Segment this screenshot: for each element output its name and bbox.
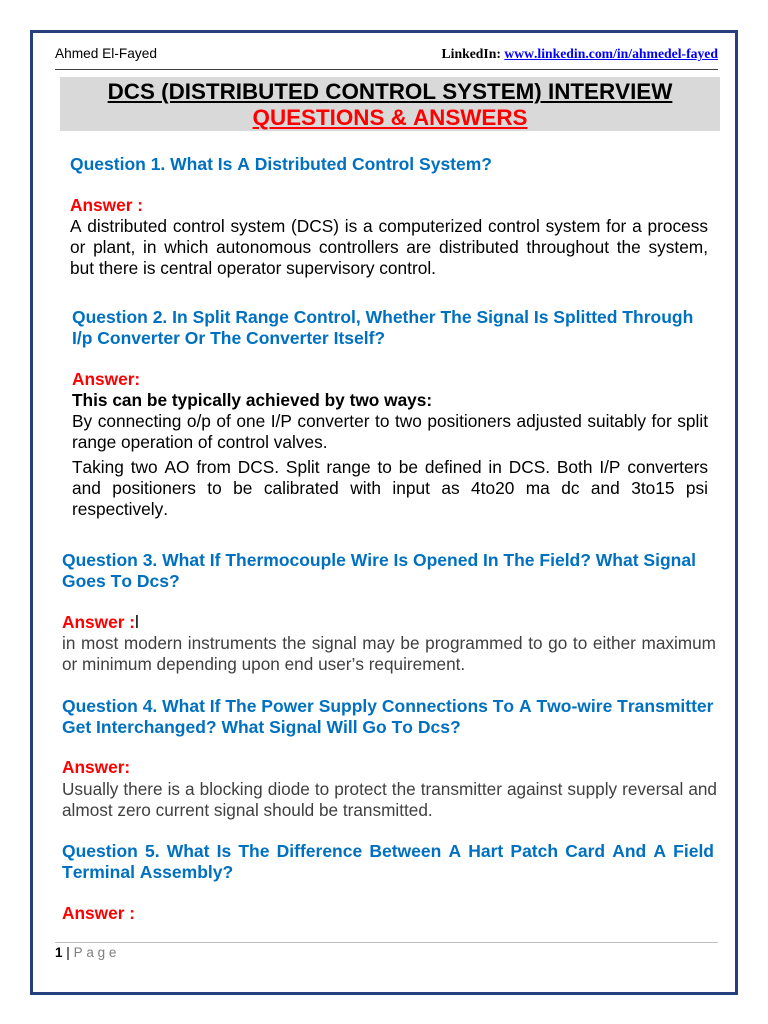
question-1	[70, 154, 708, 175]
question-line: Question 5. What Is The Difference Between A Hart Patch Card And A Field	[62, 841, 714, 861]
answer-2	[72, 369, 708, 520]
answer-line: or plant, in which autonomous controllers are distributed throughout the system,	[70, 237, 708, 257]
answer-4	[62, 757, 717, 821]
linkedin-link[interactable]: www.linkedin.com/in/ahmedel-fayed	[504, 46, 718, 61]
answer-paragraph	[72, 457, 708, 520]
answer-line: Taking two AO from DCS. Split range to be defined in DCS. Both I/P converters	[72, 457, 708, 477]
header-linkedin	[442, 45, 718, 63]
answer-label	[62, 612, 716, 633]
answer-label: Answer :	[70, 195, 143, 215]
answer-label: Answer :	[62, 903, 135, 923]
document-subtitle: QUESTIONS & ANSWERS	[252, 105, 528, 130]
answer-line: or minimum depending upon end user’s requirement.	[62, 654, 466, 674]
question-line: Question 2. In Split Range Control, Whether The Signal Is Splitted Through	[72, 307, 694, 327]
answer-line: A distributed control system (DCS) is a computerized control system for a process	[70, 216, 708, 236]
answer-label: Answer:	[62, 757, 131, 777]
answer-label: Answer:	[72, 369, 141, 389]
answer-label-suffix: l	[134, 612, 139, 632]
answer-paragraph	[62, 779, 717, 821]
document-title: DCS (DISTRIBUTED CONTROL SYSTEM) INTERVIEW	[107, 79, 673, 104]
answer-line: and positioners to be calibrated with input as 4to20 ma dc and 3to15 psi	[72, 478, 708, 498]
answer-paragraph	[62, 633, 716, 675]
answer-label-text: Answer :	[62, 612, 135, 632]
question-4	[62, 696, 717, 738]
question-line: Goes To Dcs?	[62, 571, 180, 591]
question-line: Get Interchanged? What Signal Will Go To Dcs?	[62, 717, 461, 737]
answer-3	[62, 612, 716, 675]
answer-1	[70, 195, 708, 279]
answer-paragraph	[72, 411, 708, 453]
header-author: Ahmed El-Fayed	[55, 46, 157, 61]
question-5	[62, 841, 714, 883]
answer-line: respectively.	[72, 499, 169, 519]
answer-line: almost zero current signal should be transmitted.	[62, 800, 433, 820]
question-2	[72, 307, 708, 349]
question-line: Question 4. What If The Power Supply Connections To A Two-wire Transmitter	[62, 696, 714, 716]
footer-divider	[55, 942, 718, 943]
header-divider	[55, 69, 718, 70]
question-line: I/p Converter Or The Converter Itself?	[72, 328, 386, 348]
answer-line: Usually there is a blocking diode to protect the transmitter against supply reversal and	[62, 779, 717, 799]
answer-paragraph	[70, 216, 708, 279]
answer-5	[62, 903, 714, 924]
footer-separator: |	[66, 945, 70, 960]
question-line: Question 3. What If Thermocouple Wire Is Opened In The Field? What Signal	[62, 550, 696, 570]
answer-line: By connecting o/p of one I/P converter to two positioners adjusted suitably for split	[72, 411, 708, 431]
linkedin-label: LinkedIn:	[441, 46, 501, 61]
answer-intro: This can be typically achieved by two ways:	[72, 390, 433, 410]
answer-line: range operation of control valves.	[72, 432, 328, 452]
answer-line: but there is central operator supervisory control.	[70, 258, 436, 278]
page-label: P a g e	[73, 945, 117, 960]
question-line: Question 1. What Is A Distributed Control System?	[70, 154, 492, 174]
question-line: Terminal Assembly?	[62, 862, 234, 882]
question-3	[62, 550, 716, 592]
page-footer	[55, 945, 116, 961]
page-number: 1	[55, 945, 63, 960]
answer-line: in most modern instruments the signal may be programmed to go to either maximum	[62, 633, 716, 653]
